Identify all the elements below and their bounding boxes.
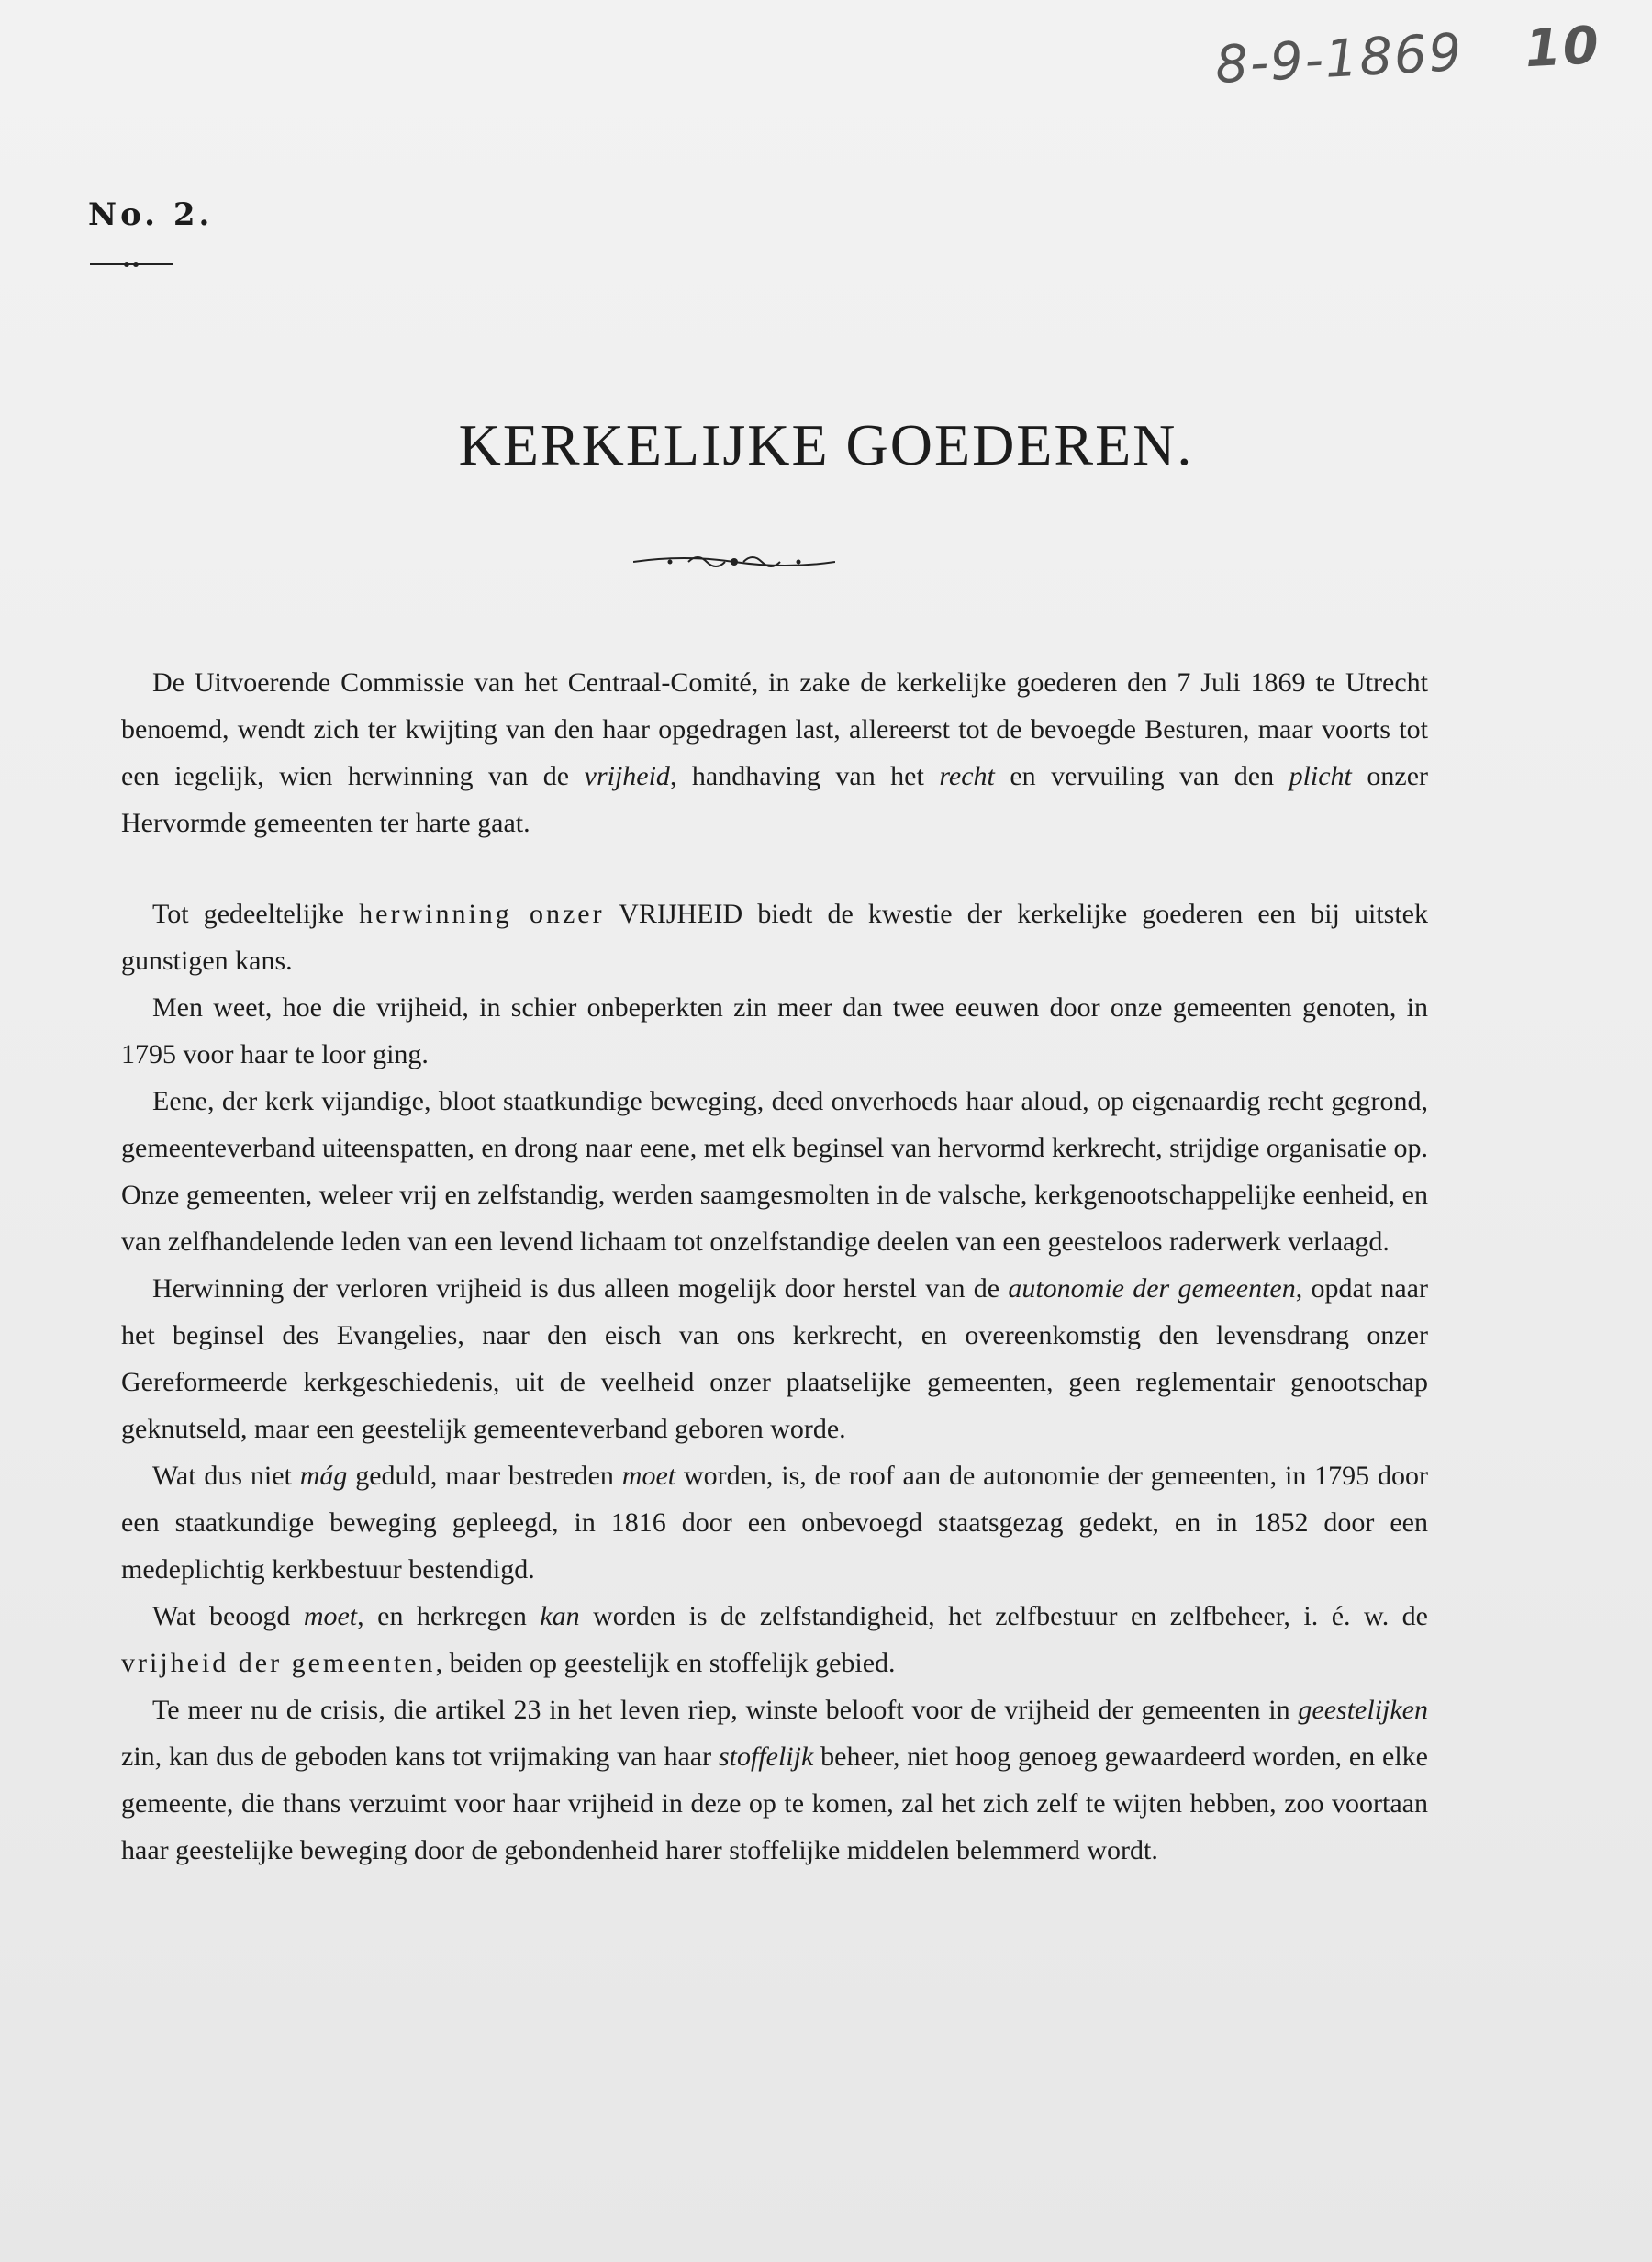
emphasis-text: stoffelijk	[718, 1741, 814, 1772]
paragraph	[121, 984, 1428, 1078]
paragraph	[121, 1686, 1428, 1874]
emphasis-text: recht	[939, 761, 995, 791]
emphasis-text: moet	[303, 1601, 358, 1631]
text-run: onzer Hervormde gemeenten ter harte gaat.	[121, 761, 1428, 838]
handwritten-date: 8-9-1869	[1213, 22, 1465, 95]
title-ornament	[633, 551, 835, 573]
handwritten-mark: 10	[1524, 16, 1602, 80]
text-run: Te meer nu de crisis, die artikel 23 in het leven riep, winste belooft voor de vrijheid der gemeenten in	[152, 1695, 1299, 1725]
text-run: , beiden op geestelijk en stoffelijk gebied.	[435, 1648, 896, 1678]
body-text	[121, 659, 1428, 1874]
text-run: , en herkregen	[357, 1601, 541, 1631]
emphasis-text: vrijheid	[584, 761, 670, 791]
text-run: Eene, der kerk vijandige, bloot staatkundige beweging, deed onverhoeds haar aloud, op eigenaardig recht gegrond, gemeenteverband uiteenspatten, en drong naar eene, met elk beginsel van hervormd kerkrecht, strijdige organisatie op. Onze gemeenten, weleer vrij en zelfstandig, werden saamgesmolten in de valsche, kerkgenootschappelijke eenheid, en van zelfhandelende leden van een levend lichaam tot onzelfstandige deelen van een geesteloos raderwerk verlaagd.	[121, 1086, 1428, 1257]
text-run: , opdat naar het beginsel des Evangelies, naar den eisch van ons kerkrecht, en overeenkomstig den levensdrang onzer Gereformeerde kerkgeschiedenis, uit de veelheid onzer plaatselijke gemeenten, geen reglementair genootschap geknutseld, maar een geestelijk gemeenteverband geboren worde.	[121, 1273, 1428, 1444]
text-run: geduld, maar bestreden	[347, 1461, 622, 1491]
paragraph	[121, 890, 1428, 984]
text-run: VRIJHEID biedt de kwestie der kerkelijke goederen een bij uitstek gunstigen kans.	[121, 899, 1428, 976]
text-run: worden is de zelfstandigheid, het zelfbestuur en zelfbeheer, i. é. w. de	[579, 1601, 1428, 1631]
spaced-text: vrijheid der gemeenten	[121, 1648, 436, 1678]
text-run: beheer, niet hoog genoeg gewaardeerd worden, en elke gemeente, die thans verzuimt voor haar vrijheid in deze op te komen, zal het zich zelf te wijten hebben, zoo voortaan haar geestelijke beweging door de gebondenheid harer stoffelijke middelen belemmerd wordt.	[121, 1741, 1428, 1865]
handwritten-annotation	[1214, 16, 1602, 95]
emphasis-text: mág	[299, 1461, 348, 1491]
text-run: Tot gedeeltelijke	[152, 899, 360, 929]
paragraph	[121, 1593, 1428, 1686]
spaced-text: herwinning onzer	[359, 899, 605, 929]
paragraph	[121, 1265, 1428, 1452]
text-run: De Uitvoerende Commissie van het Centraal-Comité, in zake de kerkelijke goederen den 7 Juli 1869 te Utrecht benoemd, wendt zich ter kwijting van den haar opgedragen last, allereerst tot de bevoegde Besturen, maar voorts tot een iegelijk, wien herwinning van de	[121, 667, 1428, 791]
paragraph	[121, 1452, 1428, 1593]
text-run: Wat dus niet	[152, 1461, 300, 1491]
paragraph	[121, 659, 1428, 846]
emphasis-text: autonomie der gemeenten	[1008, 1273, 1296, 1304]
paragraph	[121, 1078, 1428, 1265]
page-title: KERKELIJKE GOEDEREN.	[458, 412, 1194, 477]
text-run: Herwinning der verloren vrijheid is dus alleen mogelijk door herstel van de	[152, 1273, 1009, 1304]
text-run: zin, kan dus de geboden kans tot vrijmaking van haar	[121, 1741, 719, 1772]
text-run: Men weet, hoe die vrijheid, in schier onbeperkten zin meer dan twee eeuwen door onze gemeenten genoten, in 1795 voor haar te loor ging.	[121, 992, 1428, 1069]
document-number: No. 2.	[88, 196, 214, 233]
emphasis-text: plicht	[1289, 761, 1352, 791]
emphasis-text: geestelijken	[1298, 1695, 1428, 1725]
text-run: worden, is, de roof aan de autonomie der gemeenten, in 1795 door een staatkundige beweging gepleegd, in 1816 door een onbevoegd staatsgezag gedekt, en in 1852 door een medeplichtig kerkbestuur bestendigd.	[121, 1461, 1428, 1585]
emphasis-text: kan	[540, 1601, 580, 1631]
small-rule-ornament	[90, 259, 173, 270]
text-run: , handhaving van het	[669, 761, 940, 791]
text-run: en vervuiling van den	[994, 761, 1289, 791]
text-run: Wat beoogd	[152, 1601, 304, 1631]
emphasis-text: moet	[621, 1461, 676, 1491]
